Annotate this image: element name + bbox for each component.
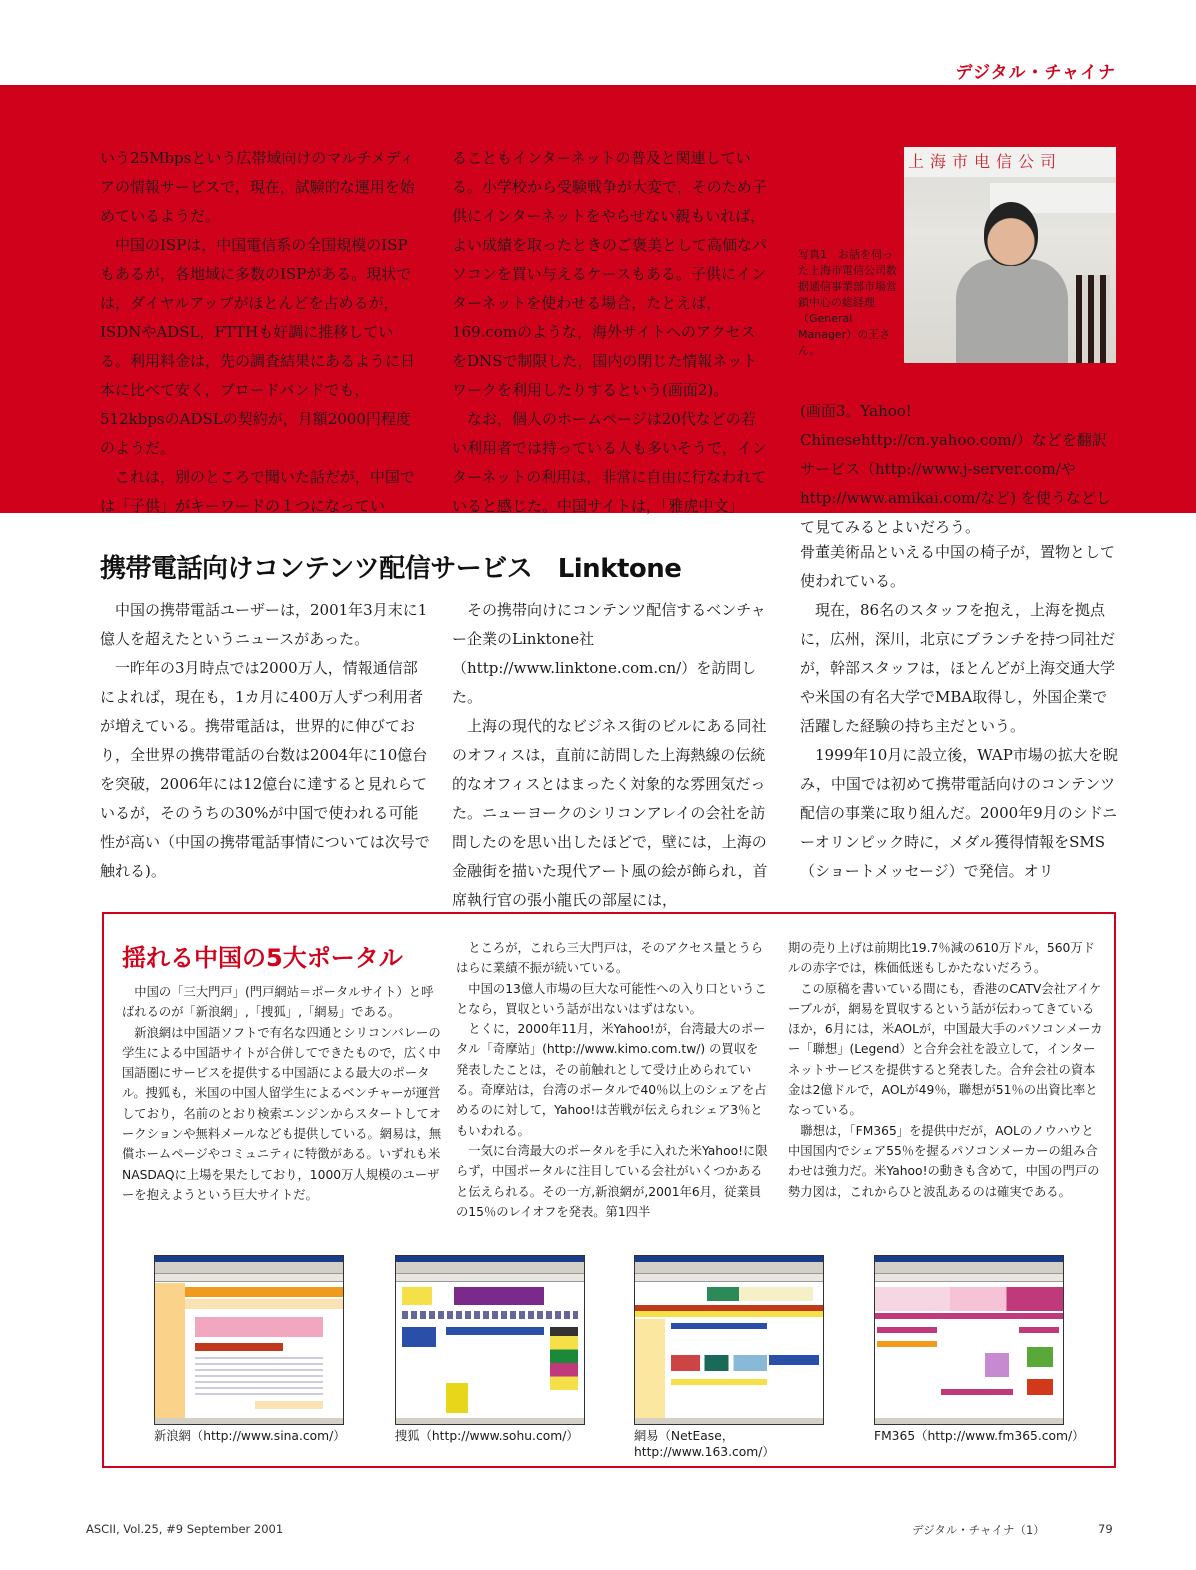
photo-chair <box>1076 275 1110 363</box>
footer-section: デジタル・チャイナ（1） <box>912 1523 1045 1537</box>
photo-interviewee <box>904 147 1116 363</box>
paragraph: 現在，86名のスタッフを抱え，上海を拠点に，広州，深川，北京にブランチを持つ同社だが，幹部スタッフは，ほとんどが上海交通大学や米国の有名大学でMBA取得し，外国企業で活躍した経験の持ち主だという。 <box>800 601 1116 735</box>
paragraph: 中国の13億人市場の巨大な可能性への入り口ということなら，買収という話が出ないはずはない。 <box>456 981 767 1016</box>
paragraph: 上海の現代的なビジネス街のビルにある同社のオフィスは，直前に訪問した上海熱線の伝統的なオフィスとはまったく対象的な雰囲気だった。ニューヨークのシリコンアレイの会社を訪問したのを思い出したほどで，壁には，上海の金融街を描いた現代アート風の絵が飾られ，首席執行官の張小龍氏の部屋には， <box>452 717 768 909</box>
article-headline: 携帯電話向けコンテンツ配信サービス Linktone <box>100 554 682 584</box>
paragraph: ることもインターネットの普及と関連している。小学校から受験戦争が大変で，そのため子供にインターネットをやらせない親もいれば，よい成績を取ったときのご褒美として高価なパソコンを買い与えるケースもある。子供にインターネットを使わせる場合，たとえば，169.comのような，海外サイトへのアクセスをDNSで制限した，国内の閉じた情報ネットワークを利用したりするという(画面2)。 <box>452 149 768 399</box>
paragraph: ところが，これら三大門戸は，そのアクセス量とうらはらに業績不振が続いている。 <box>456 941 764 976</box>
screenshot-caption: 捜狐（http://www.sohu.com/） <box>395 1429 579 1443</box>
band-column-3 <box>800 397 1118 542</box>
browser-statusbar <box>155 1418 343 1424</box>
article-column-3 <box>800 538 1118 886</box>
section-tag: デジタル・チャイナ <box>955 63 1116 83</box>
browser-addressbar <box>875 1274 1063 1282</box>
paragraph: 中国の「三大門戸」(門戸網站＝ポータルサイト）と呼ばれるのが「新浪網」,「捜狐」,「網易」である。 <box>122 985 434 1020</box>
screenshot-caption: FM365（http://www.fm365.com/） <box>874 1429 1085 1443</box>
sidebar-column-1 <box>122 982 442 1205</box>
paragraph: 1999年10月に設立後，WAP市場の拡大を睨み，中国では初めて携帯電話向けのコンテンツ配信の事業に取り組んだ。2000年9月のシドニーオリンピック時に，メダル獲得情報をSMS（ショートメッセージ）で発信。オリ <box>800 746 1118 880</box>
photo-wall-sign: 上海市电信公司 <box>904 147 1116 177</box>
browser-content <box>396 1283 584 1418</box>
screenshot-caption: 新浪網（http://www.sina.com/） <box>154 1429 346 1443</box>
browser-menubar <box>155 1262 343 1274</box>
browser-menubar <box>875 1262 1063 1274</box>
browser-addressbar <box>396 1274 584 1282</box>
band-column-2 <box>452 144 767 521</box>
photo-person-head <box>984 202 1038 266</box>
paragraph: 一昨年の3月時点では2000万人，情報通信部によれば，現在も，1カ月に400万人ずつ利用者が増えている。携帯電話は，世界的に伸びており，全世界の携帯電話の台数は2004年に10億台を突破，2006年には12億台に達すると見れらているが，そのうちの30%が中国で使われる可能性が高い（中国の携帯電話事情については次号で触れる)。 <box>100 659 430 880</box>
browser-statusbar <box>635 1418 823 1424</box>
browser-content <box>155 1283 343 1418</box>
paragraph: いう25Mbpsという広帯域向けのマルチメディアの情報サービスで，現在，試験的な運用を始めているようだ。 <box>100 149 415 225</box>
paragraph: この原稿を書いている間にも，香港のCATV会社アイケーブルが，網易を買収するという話が伝わってきているほか，6月には，米AOLが，中国最大手のパソコンメーカー「聯想」(Legend）と合弁会社を設立して，インターネットサービスを提供すると発表した。合弁会社の資本金は2億ドルで，AOLが49％，聯想が51％の出資比率となっている。 <box>788 981 1103 1118</box>
paragraph: その携帯向けにコンテンツ配信するベンチャー企業のLinktone社（http://www.linktone.com.cn/）を訪問した。 <box>452 601 766 706</box>
paragraph: なお，個人のホームページは20代などの若い利用者では持っている人も多いそうで，インターネットの利用は，非常に自由に行なわれていると感じた。中国サイトは，「雅虎中文」 <box>452 410 767 515</box>
footer-publication: ASCII, Vol.25, #9 September 2001 <box>86 1522 284 1536</box>
browser-menubar <box>396 1262 584 1274</box>
sidebar-column-3 <box>788 938 1104 1202</box>
paragraph: 新浪網は中国語ソフトで有名な四通とシリコンバレーの学生による中国語サイトが合併してできたもので，広く中国語圏にサービスを提供する中国語による最大のポータル。捜狐も，米国の中国人留学生によるベンチャーが運営しており，名前のとおり検索エンジンからスタートしてオークションや無料メールなども提供している。網易は，無償ホームページやコミュニティに特徴がある。いずれも米NASDAQに上場を果たしており，1000万人規模のユーザーを抱えようという巨大サイトだ。 <box>122 1025 442 1202</box>
page-number: 79 <box>1098 1522 1113 1536</box>
paragraph: 中国のISPは，中国電信系の全国規模のISPもあるが，各地域に多数のISPがある。現状では，ダイヤルアップがほとんどを占めるが，ISDNやADSL，FTTHも好調に推移している。利用料金は，先の調査結果にあるように日本に比べて安く，ブロードバンドでも，512kbpsのADSLの契約が，月額2000円程度のようだ。 <box>100 236 416 457</box>
paragraph: (画面3。Yahoo! Chinesehttp://cn.yahoo.com/）などを翻訳サービス（http://www.j-server.com/やhttp://www.amikai.com/など) を使うなどして見てみるとよいだろう。 <box>800 402 1111 536</box>
screenshot-caption: 網易（NetEase，http://www.163.com/） <box>634 1429 775 1459</box>
paragraph: 一気に台湾最大のポータルを手に入れた米Yahoo!に限らず，中国ポータルに注目している会社がいくつかあると伝えられる。その一方,新浪網が,2001年6月，従業員の15％のレイオフを発表。第1四半 <box>456 1143 768 1219</box>
browser-statusbar <box>396 1418 584 1424</box>
browser-addressbar <box>155 1274 343 1282</box>
sidebar-title: 揺れる中国の5大ポータル <box>122 944 403 972</box>
screenshot-sohu <box>395 1255 585 1425</box>
browser-addressbar <box>635 1274 823 1282</box>
browser-statusbar <box>875 1418 1063 1424</box>
photo-caption: 写真1 お話を伺った上海市電信公司数据通信事業部市場営鎖中心の総経理（General Manager）の王さん。 <box>798 248 897 357</box>
screenshot-sina <box>154 1255 344 1425</box>
screenshot-fm365 <box>874 1255 1064 1425</box>
browser-content <box>875 1283 1063 1418</box>
band-column-1 <box>100 144 422 521</box>
paragraph: 骨董美術品といえる中国の椅子が，置物として使われている。 <box>800 543 1116 590</box>
browser-content <box>635 1283 823 1418</box>
browser-menubar <box>635 1262 823 1274</box>
article-column-1 <box>100 596 430 886</box>
sidebar-column-2 <box>456 938 768 1222</box>
paragraph: とくに，2000年11月，米Yahoo!が，台湾最大のポータル「奇摩站」(http://www.kimo.com.tw/) の買収を発表したことは，その前触れとして受け止められている。奇摩站は，台湾のポータルで40％以上のシェアを占めるのに対して，Yahoo!は苦戦が伝えられシェア3％ともいわれる。 <box>456 1022 767 1138</box>
paragraph: これは，別のところで聞いた話だが，中国では「子供」がキーワードの１つになってい <box>100 468 415 515</box>
paragraph: 中国の携帯電話ユーザーは，2001年3月末に1億人を超えたというニュースがあった。 <box>100 601 428 648</box>
paragraph: 期の売り上げは前期比19.7％減の610万ドル，560万ドルの赤字では，株価低迷もしかたないだろう。 <box>788 941 1095 976</box>
photo-person-body <box>956 259 1068 363</box>
article-column-2 <box>452 596 772 915</box>
screenshot-netease <box>634 1255 824 1425</box>
paragraph: 聯想は，「FM365」を提供中だが，AOLのノウハウと中国国内でシェア55％を握るパソコンメーカーの組み合わせは強力だ。米Yahoo!の動きも含めて，中国の門戸の勢力図は，これからひと波乱あるのは確実である。 <box>788 1123 1100 1199</box>
